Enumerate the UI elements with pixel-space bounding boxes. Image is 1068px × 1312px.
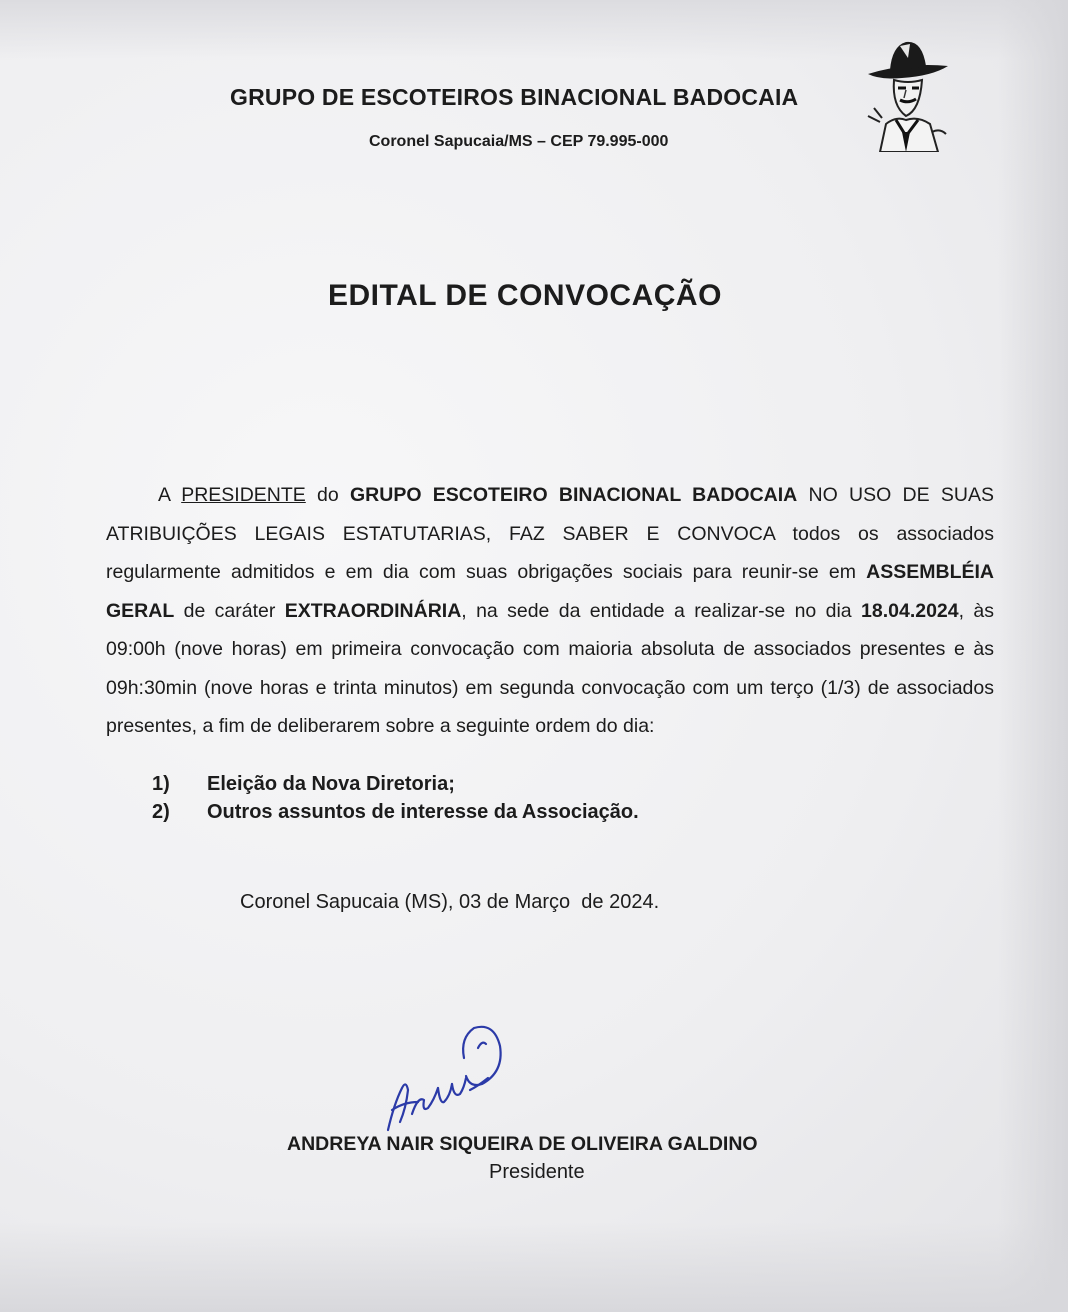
- organization-name: GRUPO DE ESCOTEIROS BINACIONAL BADOCAIA: [230, 84, 799, 110]
- document-title: EDITAL DE CONVOCAÇÃO: [328, 279, 722, 312]
- signer-name: ANDREYA NAIR SIQUEIRA DE OLIVEIRA GALDINO: [287, 1133, 758, 1155]
- assembly-type: ASSEMBLÉIA GERAL: [106, 561, 994, 622]
- body-text-segment: NO USO DE SUAS ATRIBUIÇÕES LEGAIS ESTATUTARIAS, FAZ SABER E CONVOCA todos os associados regularmente admitidos e em dia com suas obrigações sociais para reunir-se em: [106, 484, 994, 583]
- agenda-text: Eleição da Nova Diretoria;: [207, 773, 455, 795]
- agenda-list: [152, 770, 639, 826]
- body-text-segment: de caráter: [174, 599, 285, 622]
- scout-founder-portrait-icon: [862, 36, 952, 152]
- body-text-segment: , às 09:00h (nove horas) em primeira convocação com maioria absoluta de associados presentes e às 09h:30min (nove horas e trinta minutos) em segunda convocação com um terço (1/3) de associados presentes, a fim de deliberarem sobre a seguinte ordem do dia:: [106, 599, 994, 737]
- agenda-number: 2): [152, 801, 170, 823]
- signer-role: Presidente: [489, 1161, 585, 1183]
- group-name: GRUPO ESCOTEIRO BINACIONAL BADOCAIA: [350, 484, 798, 506]
- list-item: [152, 798, 639, 826]
- list-item: [152, 770, 639, 798]
- paper-shadow-right: [998, 0, 1068, 1312]
- paper-shadow-bottom: [0, 1222, 1068, 1312]
- body-text-segment: , na sede da entidade a realizar-se no dia: [461, 599, 862, 622]
- organization-address: Coronel Sapucaia/MS – CEP 79.995-000: [369, 133, 669, 150]
- agenda-number: 1): [152, 773, 170, 795]
- body-text-segment: A: [158, 484, 182, 506]
- assembly-character: EXTRAORDINÁRIA: [284, 599, 462, 622]
- president-word: PRESIDENTE: [181, 484, 306, 506]
- assembly-date: 18.04.2024: [861, 599, 959, 622]
- body-text-segment: do: [305, 484, 350, 506]
- agenda-text: Outros assuntos de interesse da Associação.: [207, 801, 639, 823]
- convocation-paragraph: [106, 476, 994, 746]
- place-and-date: Coronel Sapucaia (MS), 03 de Março de 2024.: [240, 891, 660, 913]
- handwritten-signature: [378, 1018, 518, 1138]
